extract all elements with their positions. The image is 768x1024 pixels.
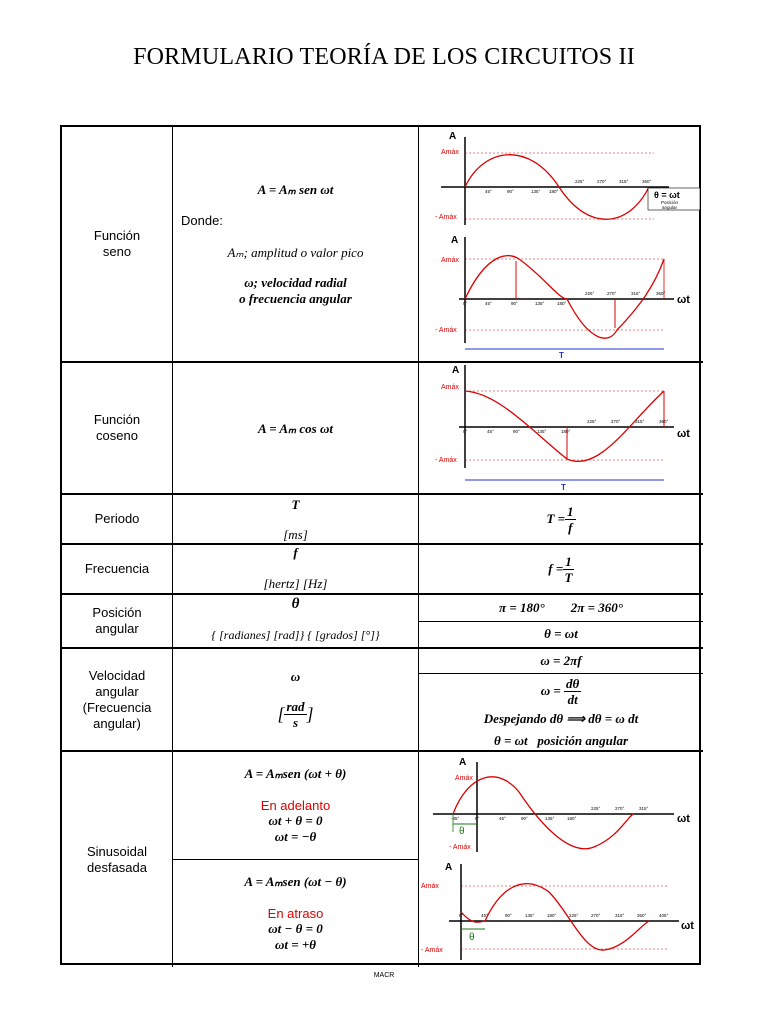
svg-text:270°: 270° [597,179,607,184]
sine-graph-diagram [419,127,702,361]
svg-text:90°: 90° [521,816,528,821]
svg-text:180°: 180° [561,429,571,434]
seno-formulas [173,127,419,363]
svg-text:90°: 90° [505,913,512,918]
coseno-graph [419,363,703,495]
svg-text:Amáx: Amáx [441,257,459,264]
coseno-formulas [173,363,419,495]
posicion-relations: π = 180° 2π = 360° θ = ωt [419,595,703,649]
desfasada-formulas: A = Aₘsen (ωt + θ) En adelanto ωt + θ = 0 ωt = −θ A = Aₘsen (ωt − θ) En atraso ωt − θ = 0 ωt = +θ [173,752,419,967]
svg-text:T: T [561,483,566,492]
svg-text:360°: 360° [637,913,647,918]
svg-text:Amáx: Amáx [441,384,459,391]
donde-label: Donde: [181,213,223,228]
periodo-symbol: T [291,497,300,512]
svg-text:135°: 135° [545,816,555,821]
cosine-graph-diagram [419,363,702,493]
svg-text:270°: 270° [615,806,625,811]
svg-text:0°: 0° [475,816,480,821]
svg-text:- Amáx: - Amáx [449,844,471,851]
periodo-relation: T = $\frac{1}{f}$ [419,495,703,545]
neg-amax-label: - Amáx [435,214,457,221]
wt-label: ωt [677,294,690,306]
periodo-units-text: [ms] [283,527,308,542]
posicion-units: θ { [radianes] [rad]} { [grados] [°]} [173,595,419,649]
svg-text:135°: 135° [537,429,547,434]
svg-text:135°: 135° [535,301,545,306]
svg-text:45°: 45° [485,189,492,194]
svg-text:- Amáx: - Amáx [435,457,457,464]
svg-text:90°: 90° [513,429,520,434]
amax-label: Amáx [441,149,459,156]
seno-formula: A = Aₘ sen ωt [257,182,334,197]
svg-text:315°: 315° [635,419,645,424]
svg-text:180°: 180° [549,189,559,194]
svg-text:angular: angular [662,205,678,210]
svg-text:Posición: Posición [661,200,679,205]
axis-a-label: A [449,131,457,142]
label-periodo: Periodo [62,495,173,545]
svg-text:225°: 225° [591,806,601,811]
desfasada-graphs [419,752,703,967]
svg-text:315°: 315° [639,806,649,811]
svg-text:0°: 0° [463,301,468,306]
svg-text:0°: 0° [463,429,468,434]
svg-text:315°: 315° [619,179,629,184]
theta-atraso-label: θ [469,932,475,943]
svg-text:45°: 45° [499,816,506,821]
footer-initials: MACR [373,972,395,979]
svg-text:405°: 405° [659,913,669,918]
svg-text:A: A [452,365,460,376]
label-sinusoidal-desfasada: Sinusoidal desfasada [62,752,173,967]
svg-text:ωt: ωt [677,428,690,440]
svg-text:225°: 225° [569,913,579,918]
svg-text:360°: 360° [642,179,652,184]
svg-text:Amáx: Amáx [421,883,439,890]
svg-text:ωt: ωt [677,813,690,825]
svg-text:- Amáx: - Amáx [435,327,457,334]
svg-text:ωt: ωt [681,920,694,932]
velocidad-relations: ω = 2πf ω = $\frac{d\theta}{dt}$ Despejando dθ ⟹ dθ = ω dt θ = ωt posición angular [419,649,703,752]
svg-text:315°: 315° [615,913,625,918]
svg-text:180°: 180° [547,913,557,918]
svg-text:45°: 45° [487,429,494,434]
svg-text:180°: 180° [557,301,567,306]
svg-text:360°: 360° [656,291,666,296]
svg-text:0°: 0° [459,913,464,918]
formula-table [60,125,701,965]
amplitud-def: Aₘ; amplitud o valor pico [227,245,364,260]
svg-text:45°: 45° [485,301,492,306]
svg-text:225°: 225° [585,291,595,296]
theta-wt-label: θ = ωt [654,190,680,200]
svg-text:135°: 135° [525,913,535,918]
svg-text:180°: 180° [567,816,577,821]
label-funcion-coseno: Función coseno [62,363,173,495]
svg-text:225°: 225° [575,179,585,184]
svg-text:Amáx: Amáx [455,775,473,782]
velocidad-units: ω [ $\frac{\text{rad}}{s}$ ] [173,649,419,752]
svg-text:360°: 360° [659,419,669,424]
svg-text:270°: 270° [607,291,617,296]
svg-text:- Amáx: - Amáx [421,947,443,954]
svg-text:315°: 315° [631,291,641,296]
seno-graphs [419,127,703,363]
coseno-formula: A = Aₘ cos ωt [258,421,333,436]
periodo-units [173,495,419,545]
period-label: T [559,351,564,360]
svg-text:225°: 225° [587,419,597,424]
svg-text:90°: 90° [507,189,514,194]
svg-text:270°: 270° [611,419,621,424]
svg-text:135°: 135° [531,189,541,194]
label-velocidad-angular: Velocidad angular (Frecuencia angular) [62,649,173,752]
page-title: FORMULARIO TEORÍA DE LOS CIRCUITOS II [133,44,635,70]
frecuencia-units: f [hertz] [Hz] [173,545,419,595]
svg-text:-45°: -45° [451,816,460,821]
svg-text:270°: 270° [591,913,601,918]
theta-adelanto-label: θ [459,826,465,837]
svg-text:A: A [445,862,453,873]
axis-a-label-2: A [451,235,459,246]
velocidad-def-2: o frecuencia angular [239,291,352,306]
label-frecuencia: Frecuencia [62,545,173,595]
label-funcion-seno: Función seno [62,127,173,363]
svg-text:90°: 90° [511,301,518,306]
phase-shift-graph-diagram [419,752,702,965]
svg-text:A: A [459,757,467,768]
label-posicion-angular: Posición angular [62,595,173,649]
ticks-atraso [459,913,669,918]
frecuencia-relation: f = $\frac{1}{T}$ [419,545,703,595]
velocidad-def-1: ω; velocidad radial [244,275,347,290]
svg-text:45°: 45° [481,913,488,918]
